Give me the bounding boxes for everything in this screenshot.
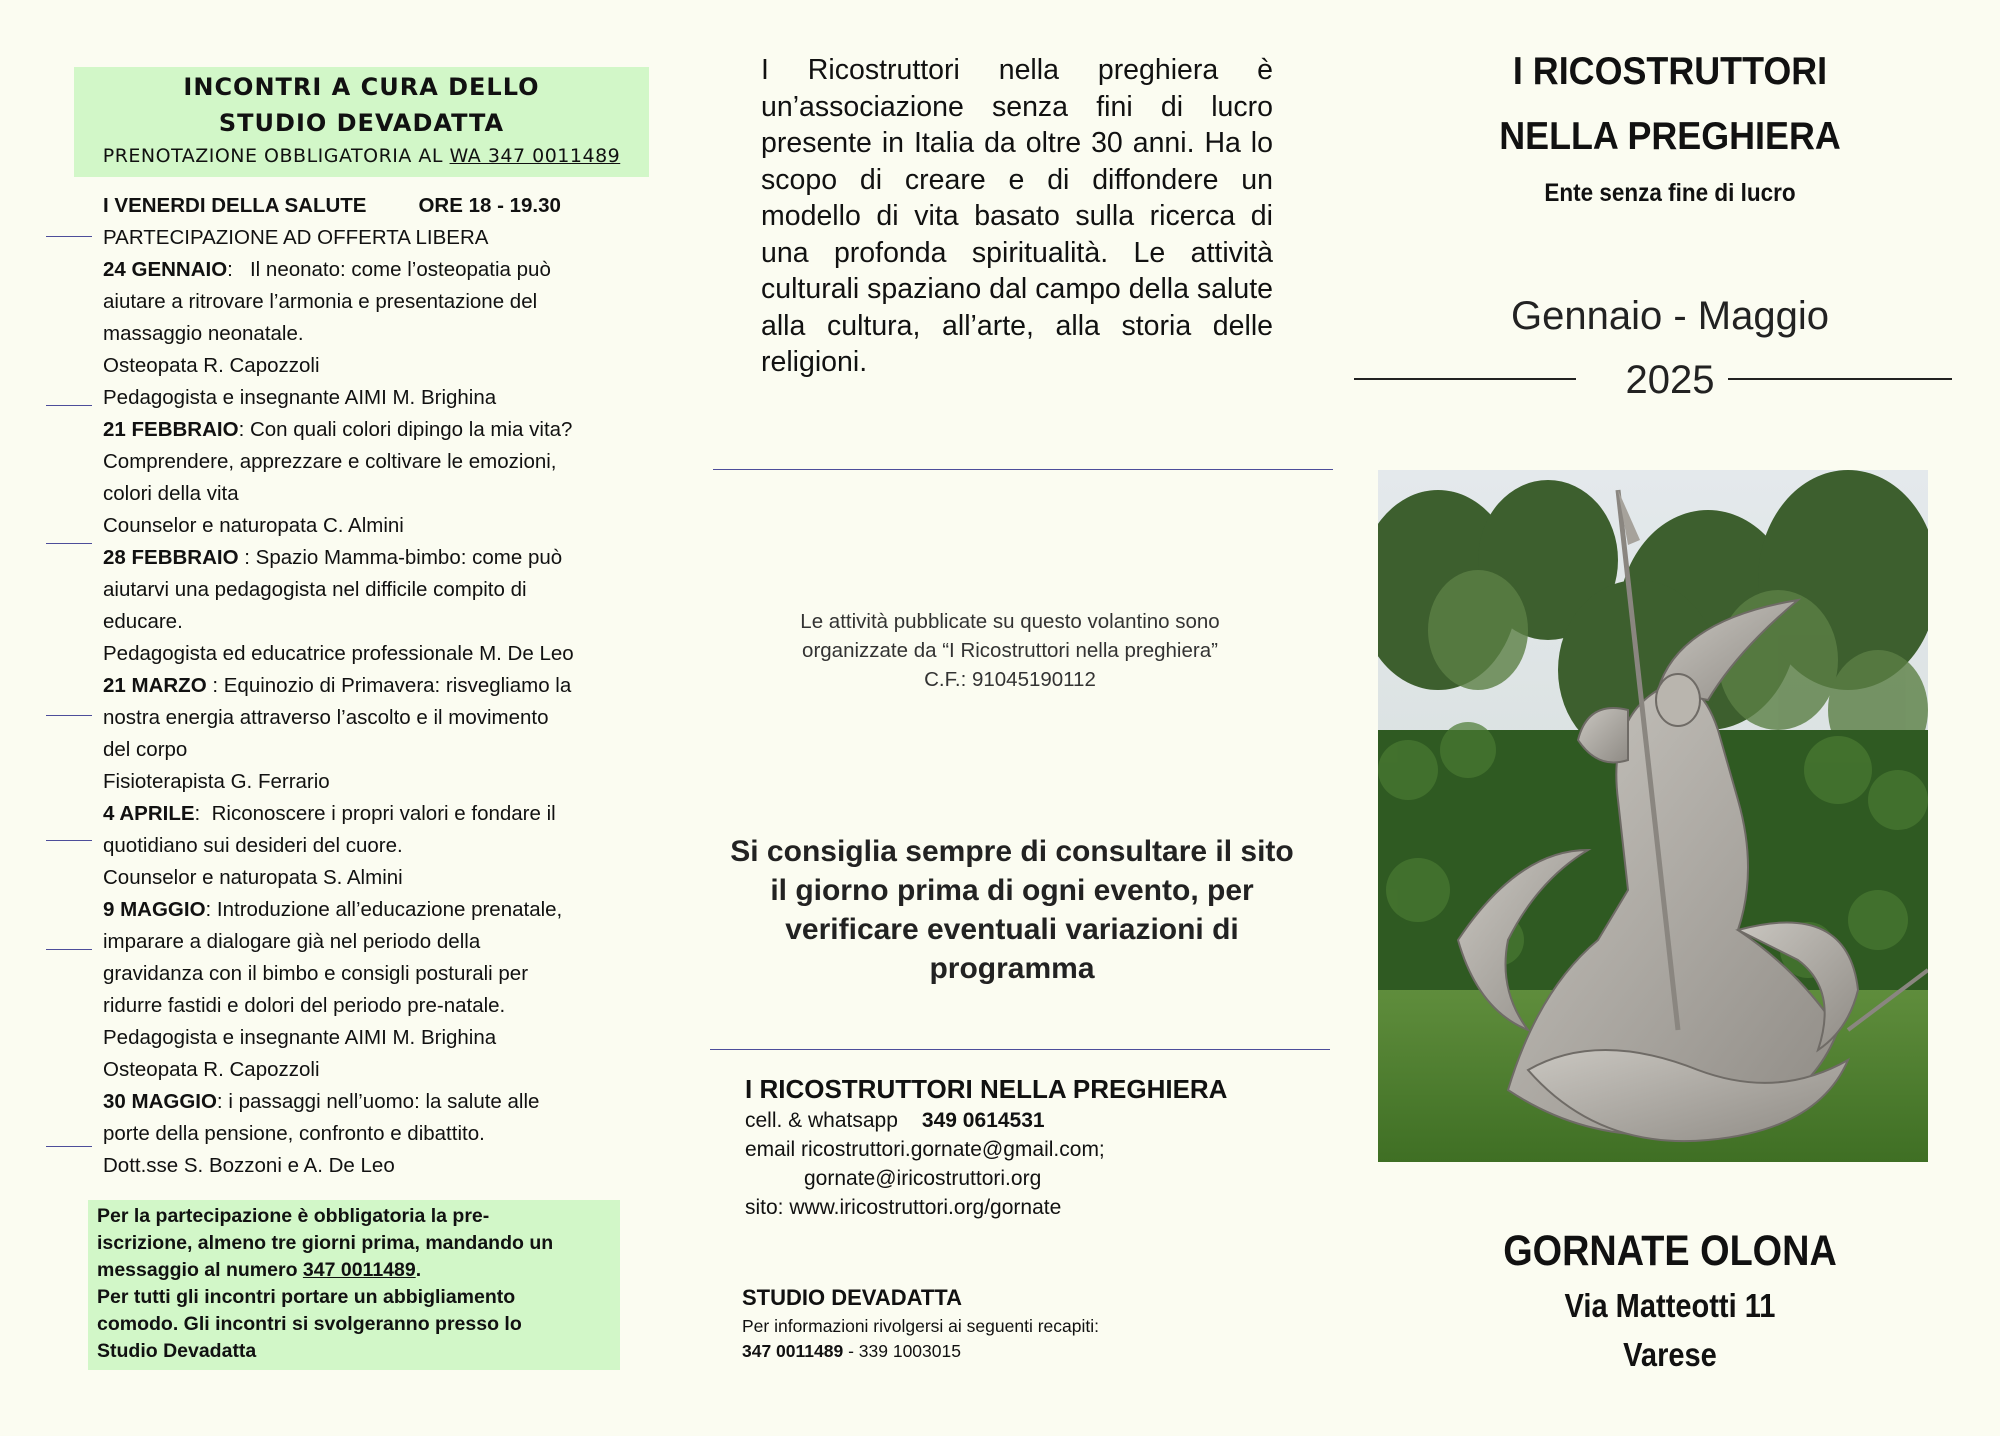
event-date: 30 MAGGIO [103, 1090, 217, 1113]
statue-photo [1378, 470, 1928, 1162]
advice-line: Si consiglia sempre di consultare il sito [730, 835, 1294, 868]
event-text: Spazio Mamma-bimbo: come può [255, 546, 563, 569]
side-marker [46, 543, 92, 544]
cover-title-line-2: NELLA PREGHIERA [1499, 115, 1841, 158]
event-date: 9 MAGGIO [103, 898, 206, 921]
studio-phone-1: 347 0011489 [742, 1341, 844, 1361]
registration-line: Per la partecipazione è obbligatoria la pre- [97, 1205, 490, 1227]
association-contacts [745, 1072, 1305, 1222]
event-date: 28 FEBBRAIO [103, 546, 239, 569]
side-marker [46, 1146, 92, 1147]
right-panel [1350, 0, 2000, 1436]
event-text: i passaggi nell’uomo: la salute alle [228, 1090, 540, 1113]
contacts-title: I RICOSTRUTTORI NELLA PREGHIERA [745, 1074, 1228, 1104]
schedule-heading [103, 190, 643, 222]
event-description [103, 670, 643, 702]
registration-line: iscrizione, almeno tre giorni prima, mandando un [97, 1232, 554, 1254]
event-item [103, 254, 643, 414]
side-marker [46, 236, 92, 237]
advice-line: programma [929, 952, 1095, 985]
registration-line: messaggio al numero [97, 1259, 303, 1281]
event-description [103, 1086, 643, 1118]
event-item [103, 1086, 643, 1182]
registration-note [88, 1200, 620, 1365]
cover-subtitle: Ente senza fine di lucro [1544, 179, 1796, 207]
location-city: Varese [1623, 1336, 1717, 1373]
schedule-time: ORE 18 - 19.30 [418, 194, 561, 217]
event-separator: : [205, 898, 217, 921]
event-date: 24 GENNAIO [103, 258, 228, 281]
middle-panel [700, 0, 1350, 1436]
event-detail: Comprendere, apprezzare e coltivare le emozioni, [103, 450, 557, 473]
event-description [103, 798, 643, 830]
event-date: 21 FEBBRAIO [103, 418, 239, 441]
registration-number: 347 0011489 [302, 1259, 416, 1281]
statue-photo-image [1378, 470, 1928, 1162]
event-separator: : [216, 1090, 229, 1113]
event-text: Con quali colori dipingo la mia vita? [249, 418, 573, 441]
event-detail: Osteopata R. Capozzoli [103, 354, 320, 377]
event-description [103, 894, 643, 926]
event-text: Equinozio di Primavera: risvegliamo la [223, 674, 572, 697]
event-detail: aiutare a ritrovare l’armonia e presentazione del [103, 290, 538, 313]
studio-contacts [742, 1282, 1302, 1364]
registration-line: . [415, 1259, 422, 1281]
event-description [103, 414, 643, 446]
year-rule-right [1728, 378, 1952, 380]
organizer-line: Le attività pubblicate su questo volantino sono [800, 610, 1220, 633]
event-detail: massaggio neonatale. [103, 322, 304, 345]
event-item [103, 542, 643, 670]
event-separator: : [238, 546, 256, 569]
event-detail: Fisioterapista G. Ferrario [103, 770, 330, 793]
booking-note [74, 145, 649, 167]
participation-note: PARTECIPAZIONE AD OFFERTA LIBERA [103, 226, 489, 249]
divider [713, 469, 1333, 470]
event-detail: Pedagogista e insegnante AIMI M. Brighina [103, 1026, 497, 1049]
registration-line: comodo. Gli incontri si svolgeranno presso lo [97, 1313, 522, 1335]
event-list [103, 254, 643, 1182]
event-separator: : [206, 674, 224, 697]
year-rule-left [1354, 378, 1576, 380]
registration-line: Per tutti gli incontri portare un abbigliamento [97, 1286, 516, 1308]
advice-line: il giorno prima di ogni evento, per [770, 874, 1254, 907]
event-description [103, 254, 643, 286]
event-detail: gravidanza con il bimbo e consigli posturali per [103, 962, 529, 985]
event-detail: del corpo [103, 738, 188, 761]
phone-number: 349 0614531 [921, 1109, 1045, 1132]
schedule-title: I VENERDI DELLA SALUTE [103, 194, 367, 217]
event-detail: nostra energia attraverso l’ascolto e il movimento [103, 706, 549, 729]
header-line-2: STUDIO DEVADATTA [218, 109, 505, 137]
event-detail: porte della pensione, confronto e dibattito. [103, 1122, 485, 1145]
event-detail: ridurre fastidi e dolori del periodo pre-natale. [103, 994, 506, 1017]
location-street: Via Matteotti 11 [1564, 1287, 1776, 1324]
phone-row [745, 1106, 1305, 1135]
side-marker [46, 949, 92, 950]
advice-line: verificare eventuali variazioni di [785, 913, 1239, 946]
event-schedule [103, 190, 643, 1182]
booking-number: WA 347 0011489 [449, 145, 621, 167]
studio-header-box [74, 67, 649, 177]
period: Gennaio - Maggio [1511, 294, 1829, 338]
organizer-line: organizzate da “I Ricostruttori nella preghiera” [802, 639, 1218, 662]
association-intro: I Ricostruttori nella preghiera è un’associazione senza fini di lucro presente in Italia da oltre 30 anni. Ha lo scopo di creare e di diffondere un modello di vita basato sulla ricerca di una profonda spiritualità. Le attività culturali spaziano dal campo della salute alla cultura, all’arte, alla storia delle religioni. [761, 54, 1273, 378]
event-detail: Counselor e naturopata S. Almini [103, 866, 403, 889]
studio-phones [742, 1339, 1302, 1364]
divider [710, 1049, 1330, 1050]
event-detail: quotidiano sui desideri del cuore. [103, 834, 403, 857]
event-item [103, 894, 643, 1086]
registration-line: Studio Devadatta [97, 1340, 257, 1362]
event-text: Riconoscere i propri valori e fondare il [211, 802, 556, 825]
organizer-note [740, 607, 1280, 694]
email-primary: email ricostruttori.gornate@gmail.com; [745, 1138, 1105, 1161]
left-panel [0, 0, 680, 1436]
event-detail: aiutarvi una pedagogista nel difficile compito di [103, 578, 527, 601]
studio-info: Per informazioni rivolgersi ai seguenti recapiti: [742, 1316, 1099, 1336]
event-separator: : [194, 802, 212, 825]
cover-title-line-1: I RICOSTRUTTORI [1512, 50, 1828, 93]
registration-note-box [88, 1200, 620, 1370]
event-item [103, 798, 643, 894]
event-description [103, 542, 643, 574]
event-text: Il neonato: come l’osteopatia può [249, 258, 551, 281]
event-item [103, 414, 643, 542]
email-secondary: gornate@iricostruttori.org [804, 1167, 1042, 1190]
studio-title: STUDIO DEVADATTA [742, 1285, 962, 1310]
header-line-1: INCONTRI A CURA DELLO [183, 73, 540, 101]
event-text: Introduzione all’educazione prenatale, [216, 898, 563, 921]
event-detail: Pedagogista e insegnante AIMI M. Brighina [103, 386, 497, 409]
event-separator: : [227, 258, 250, 281]
side-marker [46, 405, 92, 406]
website: sito: www.iricostruttori.org/gornate [745, 1196, 1062, 1219]
event-detail: colori della vita [103, 482, 239, 505]
event-detail: imparare a dialogare già nel periodo della [103, 930, 481, 953]
side-marker [46, 840, 92, 841]
event-item [103, 670, 643, 798]
event-date: 21 MARZO [103, 674, 207, 697]
event-detail: Osteopata R. Capozzoli [103, 1058, 320, 1081]
studio-phone-2: - 339 1003015 [843, 1341, 961, 1361]
event-separator: : [238, 418, 250, 441]
side-marker [46, 715, 92, 716]
website-advice [712, 832, 1312, 988]
event-detail: educare. [103, 610, 183, 633]
event-detail: Counselor e naturopata C. Almini [103, 514, 404, 537]
phone-label: cell. & whatsapp [745, 1109, 898, 1132]
year: 2025 [1625, 358, 1715, 402]
booking-prefix: PRENOTAZIONE OBBLIGATORIA AL [102, 145, 450, 167]
tax-code: C.F.: 91045190112 [924, 668, 1096, 691]
event-date: 4 APRILE [103, 802, 195, 825]
event-detail: Pedagogista ed educatrice professionale M. De Leo [103, 642, 574, 665]
event-detail: Dott.sse S. Bozzoni e A. De Leo [103, 1154, 395, 1177]
location-town: GORNATE OLONA [1503, 1227, 1837, 1275]
